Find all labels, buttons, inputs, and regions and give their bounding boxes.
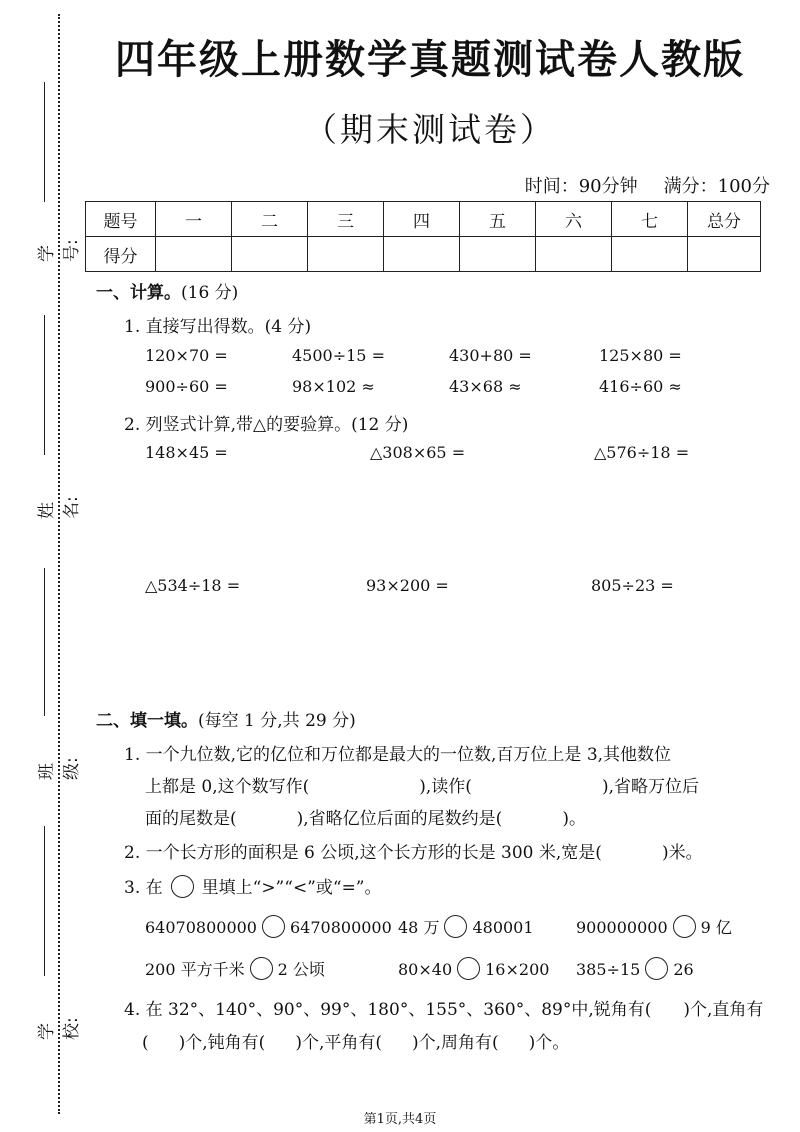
- compare-item: [398, 915, 534, 938]
- vertical-calc-item: △308×65 =: [370, 443, 466, 462]
- compare-item: [576, 957, 694, 980]
- class-field: [14, 568, 82, 788]
- section2-title: 二、填一填。: [96, 711, 198, 731]
- score-cell[interactable]: [612, 237, 688, 272]
- compare-right: 16×200: [485, 960, 550, 979]
- section1-q1-stem: 1. 直接写出得数。(4 分): [124, 317, 312, 337]
- vertical-calc-item: 148×45 =: [145, 443, 228, 462]
- section1-heading: [96, 278, 238, 303]
- score-cell[interactable]: [460, 237, 536, 272]
- q3-text: 里填上“>”“<”或“=”。: [201, 878, 382, 898]
- compare-right: 2 公顷: [277, 960, 325, 979]
- page-subtitle: （期末测试卷）: [304, 110, 556, 149]
- oral-calc-item: 900÷60 =: [145, 377, 228, 396]
- score-table-header-row: [86, 202, 761, 237]
- exam-meta: [525, 172, 770, 198]
- q2-text: 2. 一个长方形的面积是 6 公顷,这个长方形的长是 300 米,宽是(: [124, 843, 602, 863]
- score-table-header-cell: 六: [536, 202, 612, 237]
- q4-text: )个。: [528, 1033, 570, 1053]
- score-table: [85, 201, 761, 272]
- compare-right: 6470800000: [289, 918, 392, 937]
- student-no-line: [44, 82, 45, 202]
- section2-q4-line2: [142, 1028, 569, 1053]
- compare-circle: [171, 875, 194, 898]
- q1-text: 上都是 0,这个数写作(: [145, 777, 310, 797]
- section2-q3-stem: [124, 873, 382, 898]
- compare-left: 64070800000: [145, 918, 257, 937]
- school-label: 学校:: [37, 1017, 82, 1040]
- name-line: [44, 315, 45, 455]
- compare-circle[interactable]: [250, 957, 273, 980]
- score-cell[interactable]: [536, 237, 612, 272]
- compare-left: 80×40: [398, 960, 453, 979]
- compare-item: [145, 957, 325, 980]
- name-field: [14, 315, 82, 535]
- score-cell[interactable]: [156, 237, 232, 272]
- score-cell[interactable]: [232, 237, 308, 272]
- compare-circle[interactable]: [262, 915, 285, 938]
- q4-text: (: [142, 1033, 149, 1053]
- q1-text: ),省略亿位后面的尾数约是(: [296, 809, 503, 829]
- compare-circle[interactable]: [673, 915, 696, 938]
- score-table-score-row: [86, 237, 761, 272]
- q1-text: )。: [562, 809, 586, 829]
- vertical-calc-item: 93×200 =: [366, 576, 449, 595]
- score-table-header-cell: 一: [156, 202, 232, 237]
- compare-right: 26: [673, 960, 694, 979]
- score-table-header-cell: 总分: [688, 202, 761, 237]
- page-title: 四年级上册数学真题测试卷人教版: [115, 36, 745, 83]
- score-table-header-cell: 七: [612, 202, 688, 237]
- school-line: [44, 826, 45, 976]
- oral-calc-item: 125×80 =: [599, 346, 682, 365]
- section2-q4-line1: [124, 995, 763, 1020]
- oral-calc-item: 416÷60 ≈: [599, 377, 682, 396]
- q4-text: )个,直角有: [683, 1000, 764, 1020]
- score-table-header-cell: 题号: [86, 202, 156, 237]
- score-cell[interactable]: [308, 237, 384, 272]
- full-score: 满分：100分: [663, 176, 770, 197]
- section2-q1-line2: [145, 772, 699, 797]
- section2-q1-line3: [145, 804, 586, 829]
- section1-title: 一、计算。: [96, 283, 181, 303]
- name-label: 姓名:: [37, 496, 82, 519]
- compare-circle[interactable]: [444, 915, 467, 938]
- class-label: 班级:: [37, 757, 82, 780]
- q1-text: ),读作(: [419, 777, 472, 797]
- section1-points: (16 分): [181, 283, 239, 303]
- q4-text: 4. 在 32°、140°、90°、99°、180°、155°、360°、89°中,锐角有(: [124, 1000, 652, 1020]
- compare-item: [398, 957, 549, 980]
- section2-heading: [96, 706, 356, 731]
- score-table-header-cell: 三: [308, 202, 384, 237]
- time-limit: 时间：90分钟: [524, 176, 638, 197]
- page-footer: 第1页,共4页: [363, 1112, 437, 1127]
- school-field: [14, 826, 82, 1046]
- student-no-label: 学号:: [37, 239, 82, 262]
- section2-points: (每空 1 分,共 29 分): [198, 711, 356, 731]
- compare-circle[interactable]: [457, 957, 480, 980]
- section2-q1-line1: 1. 一个九位数,它的亿位和万位都是最大的一位数,百万位上是 3,其他数位: [124, 745, 672, 765]
- oral-calc-item: 43×68 ≈: [449, 377, 522, 396]
- compare-left: 48 万: [398, 918, 440, 937]
- compare-left: 900000000: [576, 918, 668, 937]
- compare-circle[interactable]: [645, 957, 668, 980]
- compare-left: 385÷15: [576, 960, 641, 979]
- q3-text: 3. 在: [124, 878, 163, 898]
- vertical-calc-item: △534÷18 =: [145, 576, 241, 595]
- score-table-header-cell: 五: [460, 202, 536, 237]
- q4-text: )个,周角有(: [411, 1033, 499, 1053]
- oral-calc-item: 430+80 =: [449, 346, 532, 365]
- q1-text: ),省略万位后: [601, 777, 699, 797]
- score-table-header-cell: 二: [232, 202, 308, 237]
- score-cell[interactable]: [688, 237, 761, 272]
- compare-left: 200 平方千米: [145, 960, 245, 979]
- section1-q2-stem: 2. 列竖式计算,带△的要验算。(12 分): [124, 415, 409, 435]
- compare-item: [145, 915, 392, 938]
- q2-text: )米。: [661, 843, 703, 863]
- oral-calc-item: 120×70 =: [145, 346, 228, 365]
- vertical-calc-item: 805÷23 =: [591, 576, 674, 595]
- q4-text: )个,钝角有(: [178, 1033, 266, 1053]
- binding-dotted-line: [58, 14, 60, 1114]
- compare-item: [576, 915, 732, 938]
- score-row-label: 得分: [86, 237, 156, 272]
- compare-right: 480001: [472, 918, 534, 937]
- student-no-field: [14, 82, 82, 282]
- class-line: [44, 568, 45, 716]
- vertical-calc-item: △576÷18 =: [594, 443, 690, 462]
- score-cell[interactable]: [384, 237, 460, 272]
- section2-q2: [124, 838, 703, 863]
- compare-right: 9 亿: [700, 918, 732, 937]
- oral-calc-item: 4500÷15 =: [292, 346, 385, 365]
- q1-text: 面的尾数是(: [145, 809, 237, 829]
- q4-text: )个,平角有(: [295, 1033, 382, 1053]
- oral-calc-item: 98×102 ≈: [292, 377, 375, 396]
- score-table-header-cell: 四: [384, 202, 460, 237]
